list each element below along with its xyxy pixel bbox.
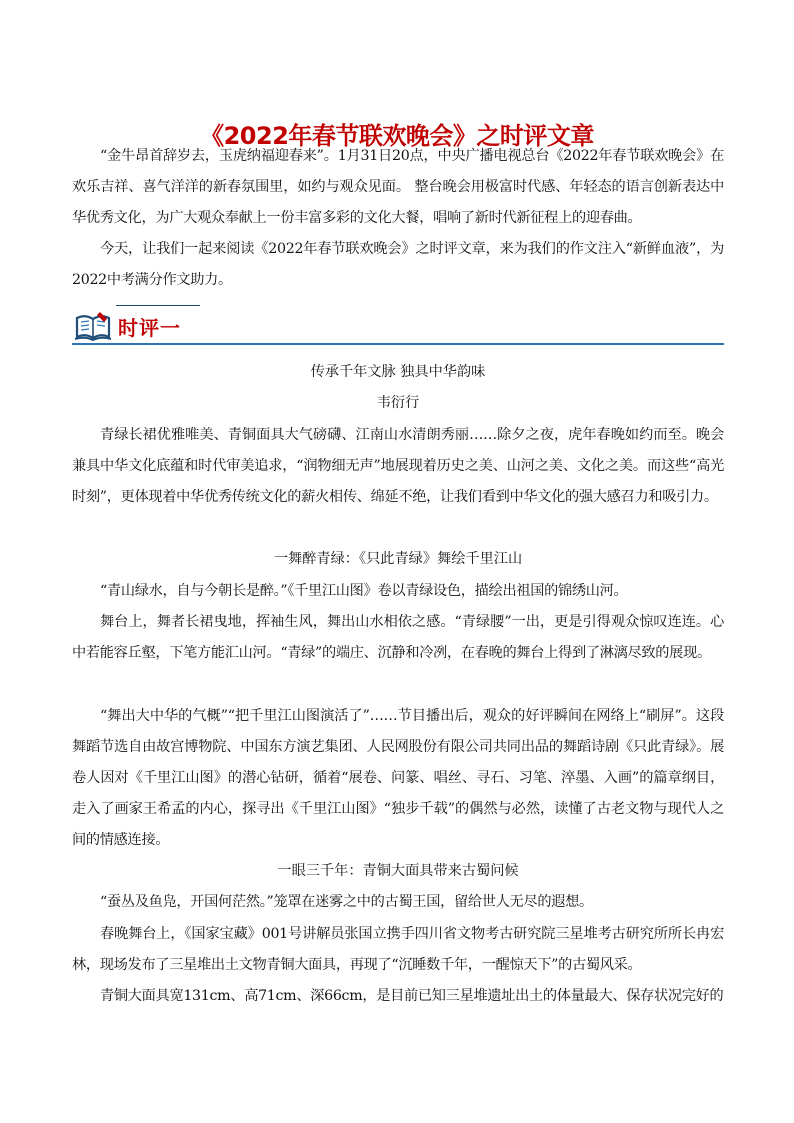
section-rule-top <box>116 305 200 306</box>
sub1-paragraph-1: “青山绿水，自与今朝长是醉。”《千里江山图》卷以青绿设色，描绘出祖国的锦绣山河。 <box>100 583 628 599</box>
article-lead-paragraph: 青绿长裙优雅唯美、青铜面具大气磅礴、江南山水清朗秀丽……除夕之夜，虎年春晚如约而至。晚会兼具中华文化底蕴和时代审美追求，“润物细无声”地展现着历史之美、山河之美、文化之美。而这些“高光时刻”，更体现着中华优秀传统文化的薪火相传、绵延不绝，让我们看到中华文化的强大感召力和吸引力。 <box>72 427 724 505</box>
sub2-paragraph-2: 春晚舞台上，《国家宝藏》001号讲解员张国立携手四川省文物考古研究院三星堆考古研究所所长冉宏林，现场发布了三星堆出土文物青铜大面具，再现了“沉睡数千年，一醒惊天下”的古蜀风采。 <box>72 926 724 973</box>
intro-paragraph-1: “金牛昂首辞岁去，玉虎纳福迎春来”。1月31日20点，中央广播电视总台《2022年春节联欢晚会》在欢乐吉祥、喜气洋洋的新春氛围里，如约与观众见面。 整台晚会用极富时代感、年轻态的语言创新表达中华优秀文化，为广大观众奉献上一份丰富多彩的文化大餐，唱响了新时代新征程上的迎春曲。 <box>72 148 724 226</box>
subheading-2: 一眼三千年：青铜大面具带来古蜀问候 <box>277 863 519 879</box>
intro-paragraph-2: 今天，让我们一起来阅读《2022年春节联欢晚会》之时评文章，来为我们的作文注入“新鲜血液”，为2022中考满分作文助力。 <box>72 241 724 288</box>
sub1-paragraph-3: “舞出大中华的气概”“把千里江山图演活了”……节目播出后，观众的好评瞬间在网络上“刷屏”。这段舞蹈节选自由故宫博物院、中国东方演艺集团、人民网股份有限公司共同出品的舞蹈诗剧《只此青绿》。展卷人因对《千里江山图》的潜心钻研，循着“展卷、问篆、唱丝、寻石、习笔、淬墨、入画”的篇章纲目，走入了画家王希孟的内心，探寻出《千里江山图》“独步千载”的偶然与必然，读懂了古老文物与现代人之间的情感连接。 <box>72 708 724 848</box>
section-label: 时评一 <box>118 316 181 340</box>
article-author: 韦衍行 <box>376 395 420 411</box>
section-rule-bottom <box>72 343 724 345</box>
sub2-paragraph-3: 青铜大面具宽131cm、高71cm、深66cm，是目前已知三星堆遗址出土的体量最大、保存状况完好的 <box>100 988 724 1004</box>
section-header <box>72 304 724 346</box>
subheading-1: 一舞醉青绿：《只此青绿》舞绘千里江山 <box>273 551 523 567</box>
sub2-paragraph-1: “蚕丛及鱼凫，开国何茫然。”笼罩在迷雾之中的古蜀王国，留给世人无尽的遐想。 <box>100 894 593 910</box>
sub1-paragraph-2: 舞台上，舞者长裙曳地，挥袖生风，舞出山水相依之感。“青绿腰”一出，更是引得观众惊叹连连。心中若能容丘壑，下笔方能汇山河。“青绿”的端庄、沉静和冷冽，在春晚的舞台上得到了淋漓尽致的展现。 <box>72 614 724 661</box>
open-book-icon <box>74 310 112 342</box>
article-title: 传承千年文脉 独具中华韵味 <box>310 364 486 380</box>
document-title: 《2022年春节联欢晚会》之时评文章 <box>200 122 594 151</box>
